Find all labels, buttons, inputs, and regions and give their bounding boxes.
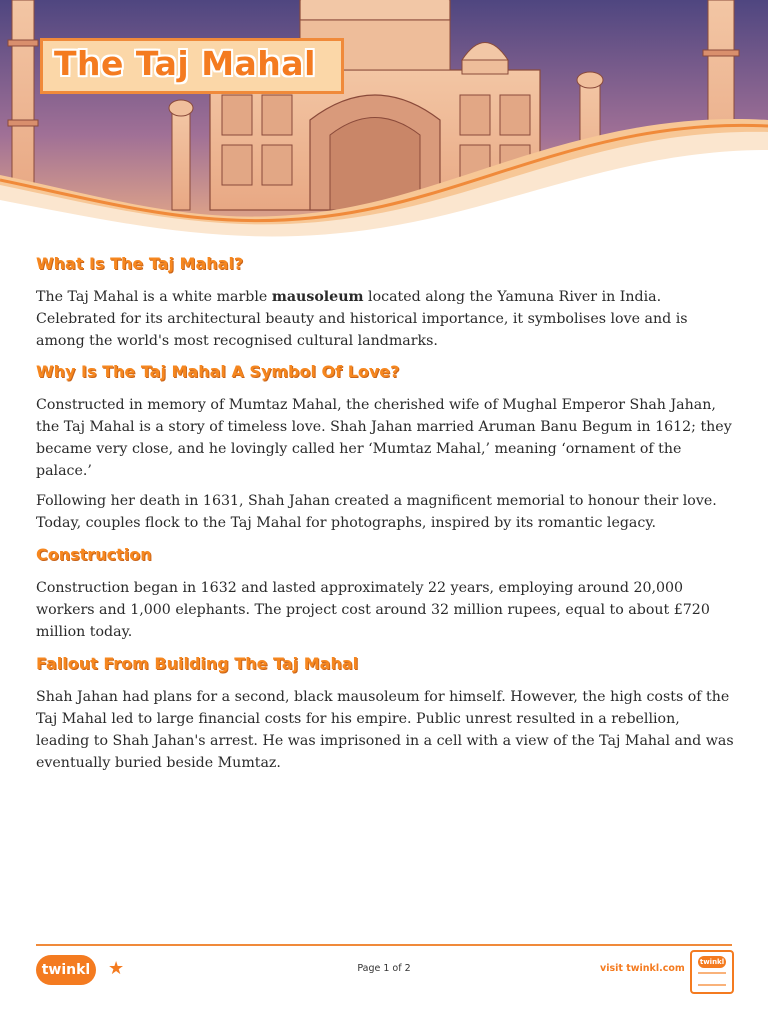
section-heading-love: Why Is The Taj Mahal A Symbol Of Love? <box>36 362 400 381</box>
visit-link[interactable]: visit twinkl.com <box>600 963 685 974</box>
section-heading-what: What Is The Taj Mahal? <box>36 254 244 273</box>
bold-term: mausoleum <box>271 289 364 305</box>
header-banner <box>0 0 768 245</box>
section-paragraph-love-1: Constructed in memory of Mumtaz Mahal, the cherished wife of Mughal Emperor Shah Jahan, the Taj Mahal is a story of timeless love. Shah Jahan married Aruman Banu Begum in 1612; they became very close, and he lovingly called her ‘Mumtaz Mahal,’ meaning ‘ornament of the palace.’ <box>36 397 732 479</box>
section-heading-construction: Construction <box>36 545 152 564</box>
section-paragraph-fallout: Shah Jahan had plans for a second, black mausoleum for himself. However, the high costs of the Taj Mahal led to large financial costs for his empire. Public unrest resulted in a rebellion, leading to Shah Jahan's arrest. He was imprisoned in a cell with a view of the Taj Mahal and was eventually buried beside Mumtaz. <box>36 689 734 771</box>
section-paragraph-love-2: Following her death in 1631, Shah Jahan created a magnificent memorial to honour their love. Today, couples flock to the Taj Mahal for photographs, inspired by its romantic legacy. <box>36 493 717 531</box>
page-number: Page 1 of 2 <box>357 963 411 974</box>
paragraph-text: The Taj Mahal is a white marble <box>36 289 272 305</box>
quality-badge-icon <box>690 950 734 994</box>
taj-mahal-illustration <box>0 0 768 245</box>
section-paragraph-what <box>36 286 736 352</box>
badge-label: twinkl <box>699 958 725 966</box>
page-title: The Taj Mahal <box>54 44 316 83</box>
section-paragraph-construction: Construction began in 1632 and lasted approximately 22 years, employing around 20,000 workers and 1,000 elephants. The project cost around 32 million rupees, equal to about £720 million today. <box>36 580 710 640</box>
footer-divider <box>36 944 732 946</box>
badge-lines <box>698 972 726 986</box>
star-icon: ★ <box>108 958 125 979</box>
section-heading-fallout: Fallout From Building The Taj Mahal <box>36 654 359 673</box>
paragraph-text: located along the Yamuna River in India. Celebrated for its architectural beauty and historical importance, it symbolises love and is among the world's most recognised cultural landmarks. <box>36 289 688 349</box>
twinkl-logo[interactable]: twinkl <box>36 955 96 985</box>
